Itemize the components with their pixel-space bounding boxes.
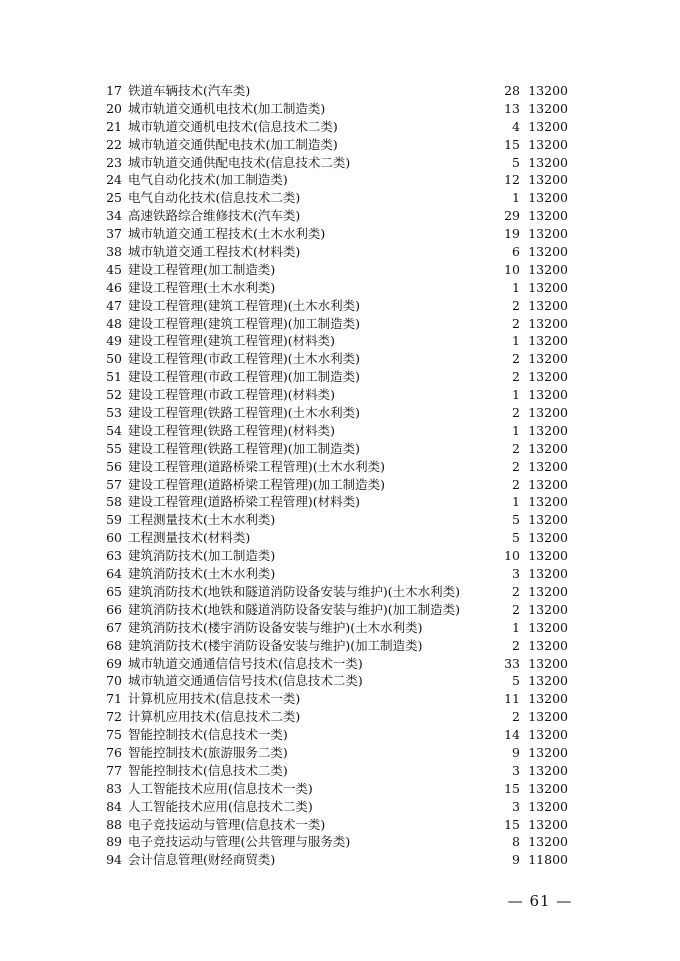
- table-row: [0, 744, 680, 762]
- row-count: 2: [512, 315, 520, 331]
- row-name: 建筑消防技术(加工制造类): [128, 548, 276, 564]
- table-row: [0, 511, 680, 529]
- row-fee: 13200: [528, 226, 568, 242]
- row-name: 建设工程管理(建筑工程管理)(加工制造类): [128, 315, 361, 331]
- row-name: 人工智能技术应用(信息技术二类): [128, 798, 313, 814]
- row-code: 75: [106, 727, 122, 743]
- row-fee: 13200: [528, 422, 568, 438]
- row-count: 2: [512, 297, 520, 313]
- row-code: 57: [106, 476, 122, 492]
- table-row: [0, 619, 680, 637]
- row-count: 2: [512, 405, 520, 421]
- row-fee: 13200: [528, 172, 568, 188]
- table-row: [0, 458, 680, 476]
- row-name: 建设工程管理(市政工程管理)(材料类): [128, 387, 336, 403]
- row-fee: 13200: [528, 762, 568, 778]
- row-fee: 13200: [528, 566, 568, 582]
- row-count: 29: [504, 208, 520, 224]
- row-name: 电子竞技运动与管理(公共管理与服务类): [128, 834, 351, 850]
- table-row: [0, 601, 680, 619]
- table-row: [0, 332, 680, 350]
- row-code: 60: [106, 530, 122, 546]
- row-name: 城市轨道交通通信信号技术(信息技术二类): [128, 673, 363, 689]
- row-count: 8: [512, 834, 520, 850]
- row-fee: 13200: [528, 315, 568, 331]
- table-row: [0, 583, 680, 601]
- row-count: 14: [504, 727, 520, 743]
- row-fee: 13200: [528, 387, 568, 403]
- table-row: [0, 118, 680, 136]
- row-code: 77: [106, 762, 122, 778]
- table-row: [0, 547, 680, 565]
- table-row: [0, 350, 680, 368]
- table-row: [0, 565, 680, 583]
- row-code: 52: [106, 387, 122, 403]
- table-row: [0, 315, 680, 333]
- row-name: 城市轨道交通工程技术(土木水利类): [128, 226, 326, 242]
- table-row: [0, 225, 680, 243]
- row-code: 54: [106, 422, 122, 438]
- row-fee: 13200: [528, 727, 568, 743]
- row-fee: 13200: [528, 637, 568, 653]
- table-row: [0, 440, 680, 458]
- table-row: [0, 386, 680, 404]
- row-count: 1: [512, 190, 520, 206]
- enrollment-table: [0, 82, 680, 869]
- row-name: 建筑消防技术(楼宇消防设备安装与维护)(加工制造类): [128, 637, 423, 653]
- row-count: 28: [504, 83, 520, 98]
- row-code: 83: [106, 780, 122, 796]
- row-fee: 13200: [528, 709, 568, 725]
- row-count: 15: [504, 780, 520, 796]
- row-fee: 13200: [528, 279, 568, 295]
- row-code: 68: [106, 637, 122, 653]
- row-fee: 13200: [528, 458, 568, 474]
- table-row: [0, 136, 680, 154]
- row-fee: 13200: [528, 798, 568, 814]
- table-row: [0, 672, 680, 690]
- row-name: 建设工程管理(铁路工程管理)(土木水利类): [128, 405, 361, 421]
- table-row: [0, 368, 680, 386]
- row-code: 38: [106, 244, 122, 260]
- row-count: 10: [504, 261, 520, 277]
- row-count: 3: [512, 798, 520, 814]
- table-row: [0, 261, 680, 279]
- row-fee: 13200: [528, 136, 568, 152]
- row-fee: 13200: [528, 780, 568, 796]
- row-count: 2: [512, 637, 520, 653]
- row-fee: 13200: [528, 834, 568, 850]
- row-fee: 13200: [528, 744, 568, 760]
- row-count: 19: [504, 226, 520, 242]
- row-code: 89: [106, 834, 122, 850]
- row-count: 1: [512, 494, 520, 510]
- row-name: 城市轨道交通通信信号技术(信息技术一类): [128, 655, 363, 671]
- table-row: [0, 833, 680, 851]
- row-code: 22: [106, 136, 122, 152]
- row-name: 电子竞技运动与管理(信息技术一类): [128, 816, 326, 832]
- row-code: 63: [106, 548, 122, 564]
- table-row: [0, 726, 680, 744]
- row-fee: 13200: [528, 548, 568, 564]
- table-row: [0, 816, 680, 834]
- row-code: 58: [106, 494, 122, 510]
- row-name: 建设工程管理(建筑工程管理)(土木水利类): [128, 297, 361, 313]
- row-name: 智能控制技术(信息技术二类): [128, 762, 288, 778]
- row-name: 建设工程管理(道路桥梁工程管理)(加工制造类): [128, 476, 386, 492]
- row-name: 建筑消防技术(地铁和隧道消防设备安装与维护)(加工制造类): [128, 601, 461, 617]
- row-count: 2: [512, 583, 520, 599]
- row-count: 2: [512, 476, 520, 492]
- table-row: [0, 851, 680, 869]
- row-code: 49: [106, 333, 122, 349]
- table-row: [0, 708, 680, 726]
- row-name: 建设工程管理(加工制造类): [128, 261, 276, 277]
- row-fee: 13200: [528, 440, 568, 456]
- row-code: 64: [106, 566, 122, 582]
- table-row: [0, 189, 680, 207]
- row-count: 33: [504, 655, 520, 671]
- row-code: 70: [106, 673, 122, 689]
- row-code: 50: [106, 351, 122, 367]
- row-count: 3: [512, 762, 520, 778]
- row-name: 建设工程管理(建筑工程管理)(材料类): [128, 333, 336, 349]
- row-fee: 13200: [528, 154, 568, 170]
- row-name: 建设工程管理(道路桥梁工程管理)(材料类): [128, 494, 361, 510]
- row-name: 电气自动化技术(加工制造类): [128, 172, 288, 188]
- row-name: 工程测量技术(土木水利类): [128, 512, 276, 528]
- table-row: [0, 493, 680, 511]
- row-count: 2: [512, 709, 520, 725]
- row-fee: 13200: [528, 816, 568, 832]
- row-code: 46: [106, 279, 122, 295]
- row-fee: 11800: [528, 852, 568, 868]
- row-count: 9: [512, 744, 520, 760]
- row-count: 4: [512, 118, 520, 134]
- row-code: 45: [106, 261, 122, 277]
- row-count: 2: [512, 351, 520, 367]
- row-code: 69: [106, 655, 122, 671]
- row-fee: 13200: [528, 619, 568, 635]
- row-code: 72: [106, 709, 122, 725]
- row-name: 建设工程管理(市政工程管理)(加工制造类): [128, 369, 361, 385]
- row-fee: 13200: [528, 369, 568, 385]
- row-name: 智能控制技术(信息技术一类): [128, 727, 288, 743]
- row-count: 5: [512, 512, 520, 528]
- row-name: 计算机应用技术(信息技术二类): [128, 709, 301, 725]
- row-code: 37: [106, 226, 122, 242]
- row-count: 13: [504, 100, 520, 116]
- row-code: 25: [106, 190, 122, 206]
- row-name: 工程测量技术(材料类): [128, 530, 251, 546]
- row-code: 56: [106, 458, 122, 474]
- row-count: 2: [512, 440, 520, 456]
- row-code: 67: [106, 619, 122, 635]
- row-fee: 13200: [528, 333, 568, 349]
- row-name: 高速铁路综合维修技术(汽车类): [128, 208, 301, 224]
- row-name: 城市轨道交通供配电技术(信息技术二类): [128, 154, 351, 170]
- row-count: 10: [504, 548, 520, 564]
- row-name: 智能控制技术(旅游服务二类): [128, 744, 288, 760]
- row-name: 计算机应用技术(信息技术一类): [128, 691, 301, 707]
- row-count: 2: [512, 369, 520, 385]
- row-code: 84: [106, 798, 122, 814]
- row-name: 城市轨道交通工程技术(材料类): [128, 244, 301, 260]
- row-code: 53: [106, 405, 122, 421]
- table-row: [0, 100, 680, 118]
- row-count: 1: [512, 422, 520, 438]
- row-fee: 13200: [528, 583, 568, 599]
- row-count: 5: [512, 530, 520, 546]
- row-code: 48: [106, 315, 122, 331]
- row-fee: 13200: [528, 512, 568, 528]
- table-row: [0, 297, 680, 315]
- row-count: 2: [512, 458, 520, 474]
- row-name: 铁道车辆技术(汽车类): [128, 83, 251, 98]
- row-fee: 13200: [528, 244, 568, 260]
- table-row: [0, 690, 680, 708]
- row-name: 城市轨道交通机电技术(信息技术二类): [128, 118, 338, 134]
- row-count: 1: [512, 279, 520, 295]
- row-fee: 13200: [528, 83, 568, 98]
- row-code: 71: [106, 691, 122, 707]
- row-fee: 13200: [528, 100, 568, 116]
- row-name: 建设工程管理(铁路工程管理)(材料类): [128, 422, 336, 438]
- row-name: 城市轨道交通机电技术(加工制造类): [128, 100, 326, 116]
- row-name: 建设工程管理(市政工程管理)(土木水利类): [128, 351, 361, 367]
- row-count: 9: [512, 852, 520, 868]
- row-code: 66: [106, 601, 122, 617]
- table-row: [0, 476, 680, 494]
- row-name: 建设工程管理(道路桥梁工程管理)(土木水利类): [128, 458, 386, 474]
- table-row: [0, 154, 680, 172]
- row-code: 21: [106, 118, 122, 134]
- row-name: 人工智能技术应用(信息技术一类): [128, 780, 313, 796]
- row-fee: 13200: [528, 118, 568, 134]
- row-fee: 13200: [528, 261, 568, 277]
- table-row: [0, 637, 680, 655]
- row-fee: 13200: [528, 405, 568, 421]
- row-code: 51: [106, 369, 122, 385]
- table-row: [0, 279, 680, 297]
- row-count: 3: [512, 566, 520, 582]
- row-name: 电气自动化技术(信息技术二类): [128, 190, 301, 206]
- row-fee: 13200: [528, 476, 568, 492]
- row-name: 建筑消防技术(地铁和隧道消防设备安装与维护)(土木水利类): [128, 583, 461, 599]
- table-row: [0, 207, 680, 225]
- row-fee: 13200: [528, 297, 568, 313]
- row-count: 11: [504, 691, 520, 707]
- row-fee: 13200: [528, 190, 568, 206]
- table-row: [0, 762, 680, 780]
- row-name: 会计信息管理(财经商贸类): [128, 852, 276, 868]
- row-fee: 13200: [528, 601, 568, 617]
- row-code: 65: [106, 583, 122, 599]
- row-code: 20: [106, 100, 122, 116]
- row-count: 5: [512, 673, 520, 689]
- table-row: [0, 422, 680, 440]
- row-name: 城市轨道交通供配电技术(加工制造类): [128, 136, 338, 152]
- row-fee: 13200: [528, 530, 568, 546]
- row-count: 15: [504, 136, 520, 152]
- row-code: 76: [106, 744, 122, 760]
- row-code: 24: [106, 172, 122, 188]
- row-count: 6: [512, 244, 520, 260]
- table-row: [0, 243, 680, 261]
- row-code: 17: [106, 83, 122, 98]
- row-code: 34: [106, 208, 122, 224]
- page-number: — 61 —: [507, 892, 573, 910]
- row-fee: 13200: [528, 351, 568, 367]
- table-row: [0, 780, 680, 798]
- table-row: [0, 655, 680, 673]
- row-count: 12: [504, 172, 520, 188]
- row-count: 5: [512, 154, 520, 170]
- row-code: 59: [106, 512, 122, 528]
- row-fee: 13200: [528, 691, 568, 707]
- table-row: [0, 82, 680, 100]
- row-count: 1: [512, 333, 520, 349]
- row-fee: 13200: [528, 494, 568, 510]
- row-count: 1: [512, 387, 520, 403]
- table-row: [0, 798, 680, 816]
- row-code: 55: [106, 440, 122, 456]
- table-row: [0, 529, 680, 547]
- row-fee: 13200: [528, 673, 568, 689]
- row-name: 建筑消防技术(土木水利类): [128, 566, 276, 582]
- row-count: 1: [512, 619, 520, 635]
- row-fee: 13200: [528, 655, 568, 671]
- row-count: 15: [504, 816, 520, 832]
- row-code: 47: [106, 297, 122, 313]
- row-fee: 13200: [528, 208, 568, 224]
- row-name: 建筑消防技术(楼宇消防设备安装与维护)(土木水利类): [128, 619, 423, 635]
- row-count: 2: [512, 601, 520, 617]
- row-name: 建设工程管理(土木水利类): [128, 279, 276, 295]
- row-code: 23: [106, 154, 122, 170]
- row-code: 88: [106, 816, 122, 832]
- row-name: 建设工程管理(铁路工程管理)(加工制造类): [128, 440, 361, 456]
- row-code: 94: [106, 852, 122, 868]
- table-row: [0, 171, 680, 189]
- table-row: [0, 404, 680, 422]
